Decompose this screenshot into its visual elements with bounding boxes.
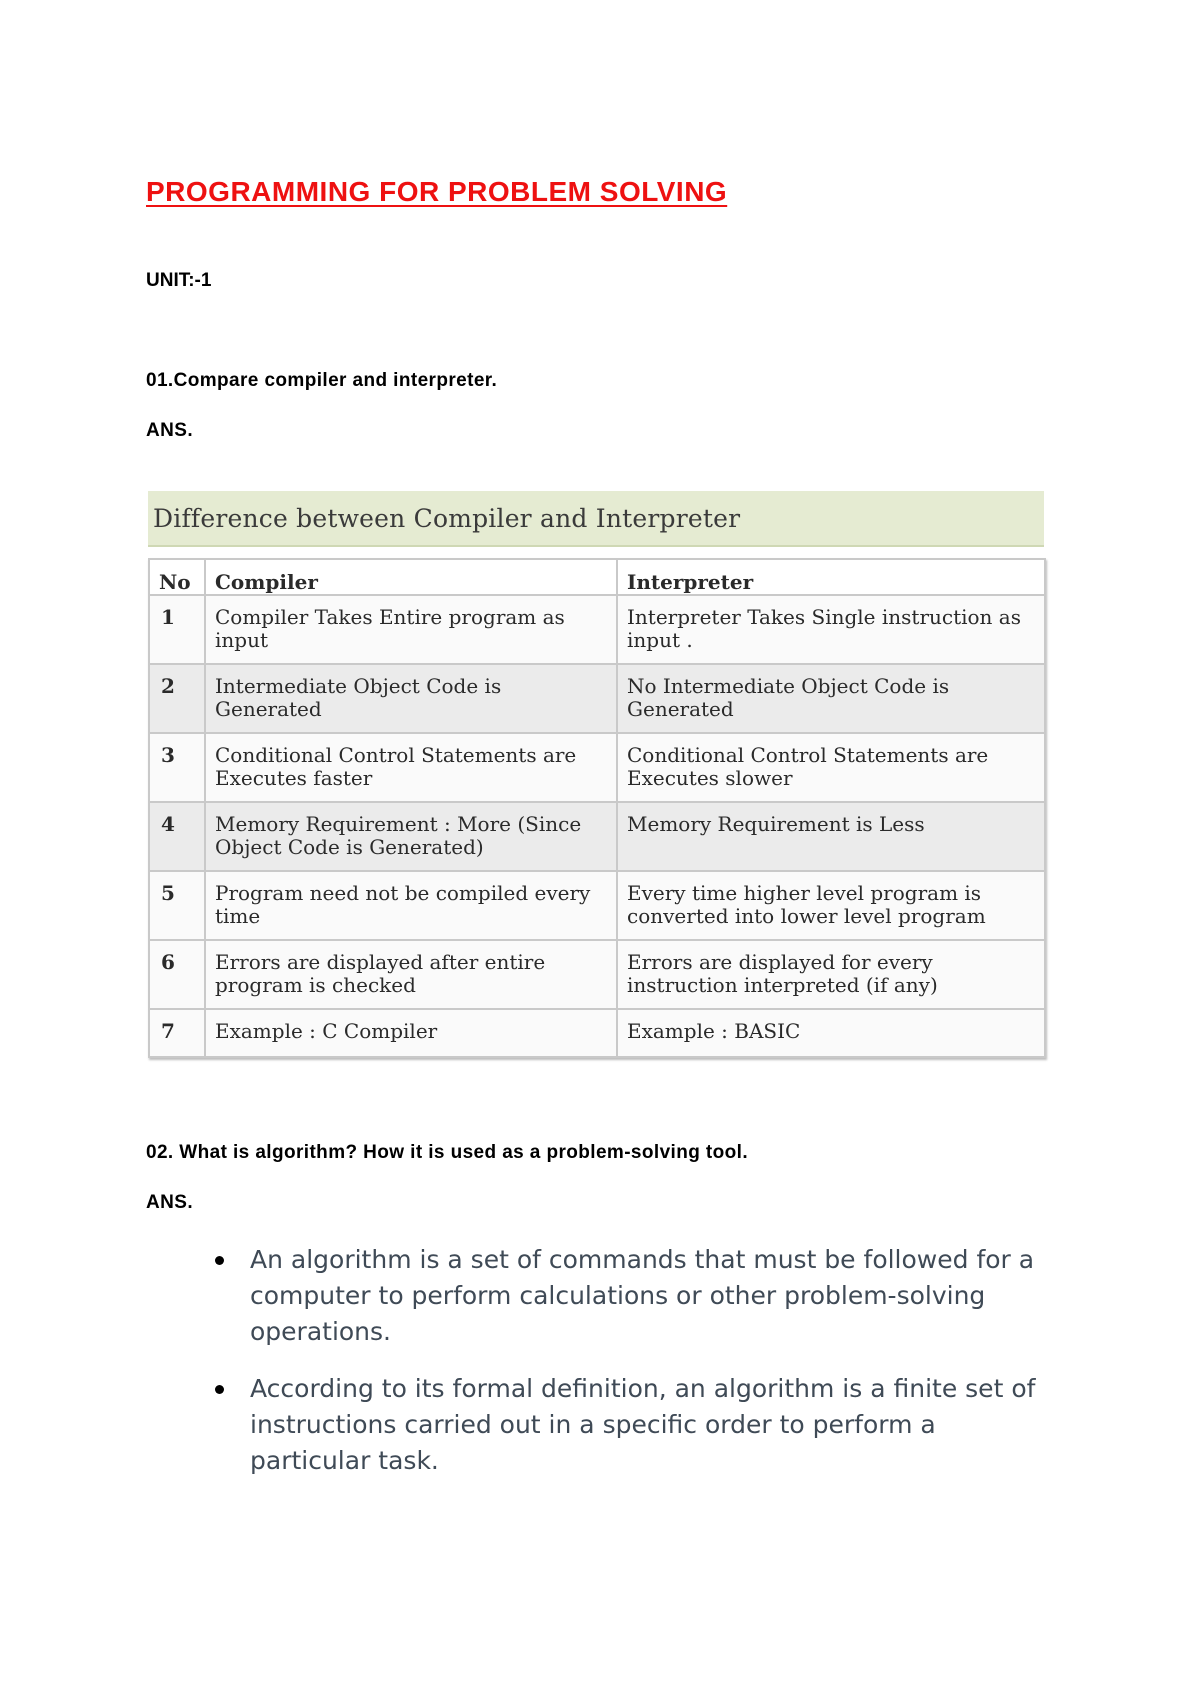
interpreter-cell: Every time higher level program is converted into lower level program [617, 871, 1045, 940]
compiler-cell: Intermediate Object Code is Generated [205, 664, 617, 733]
bullet-icon [215, 1385, 224, 1394]
list-item [210, 1371, 1060, 1479]
interpreter-cell: Example : BASIC [617, 1009, 1045, 1057]
table-row [149, 733, 1045, 802]
interpreter-cell: Memory Requirement is Less [617, 802, 1045, 871]
compiler-cell: Memory Requirement : More (Since Object Code is Generated) [205, 802, 617, 871]
figure-caption: Difference between Compiler and Interpreter [148, 491, 1044, 547]
comparison-table [148, 558, 1046, 1058]
row-number: 6 [149, 940, 205, 1009]
comparison-figure [148, 491, 1044, 1069]
bullet-icon [215, 1256, 224, 1265]
compiler-cell: Errors are displayed after entire program is checked [205, 940, 617, 1009]
table-header-row [149, 559, 1045, 595]
column-header-interpreter: Interpreter [617, 559, 1045, 595]
document-title: PROGRAMMING FOR PROBLEM SOLVING [146, 176, 728, 207]
interpreter-cell: No Intermediate Object Code is Generated [617, 664, 1045, 733]
column-header-no: No [149, 559, 205, 595]
list-item-text: According to its formal definition, an algorithm is a finite set of instructions carried out in a specific order to perform a particular task. [250, 1374, 1036, 1475]
interpreter-cell: Errors are displayed for every instruction interpreted (if any) [617, 940, 1045, 1009]
list-item [210, 1242, 1060, 1350]
table-row [149, 664, 1045, 733]
compiler-cell: Example : C Compiler [205, 1009, 617, 1057]
interpreter-cell: Interpreter Takes Single instruction as input . [617, 595, 1045, 664]
row-number: 3 [149, 733, 205, 802]
row-number: 1 [149, 595, 205, 664]
answer-label-1: ANS. [146, 420, 193, 441]
row-number: 7 [149, 1009, 205, 1057]
answer-list [210, 1242, 1060, 1500]
row-number: 5 [149, 871, 205, 940]
compiler-cell: Conditional Control Statements are Executes faster [205, 733, 617, 802]
question-2: 02. What is algorithm? How it is used as a problem-solving tool. [146, 1142, 749, 1163]
table-row [149, 940, 1045, 1009]
answer-label-2: ANS. [146, 1192, 193, 1213]
table-row [149, 595, 1045, 664]
compiler-cell: Program need not be compiled every time [205, 871, 617, 940]
column-header-compiler: Compiler [205, 559, 617, 595]
row-number: 2 [149, 664, 205, 733]
list-item-text: An algorithm is a set of commands that must be followed for a computer to perform calculations or other problem-solving operations. [250, 1245, 1035, 1346]
table-row [149, 802, 1045, 871]
question-1: 01.Compare compiler and interpreter. [146, 370, 498, 391]
table-row [149, 1009, 1045, 1057]
compiler-cell: Compiler Takes Entire program as input [205, 595, 617, 664]
row-number: 4 [149, 802, 205, 871]
table-row [149, 871, 1045, 940]
interpreter-cell: Conditional Control Statements are Executes slower [617, 733, 1045, 802]
unit-label: UNIT:-1 [146, 270, 212, 291]
